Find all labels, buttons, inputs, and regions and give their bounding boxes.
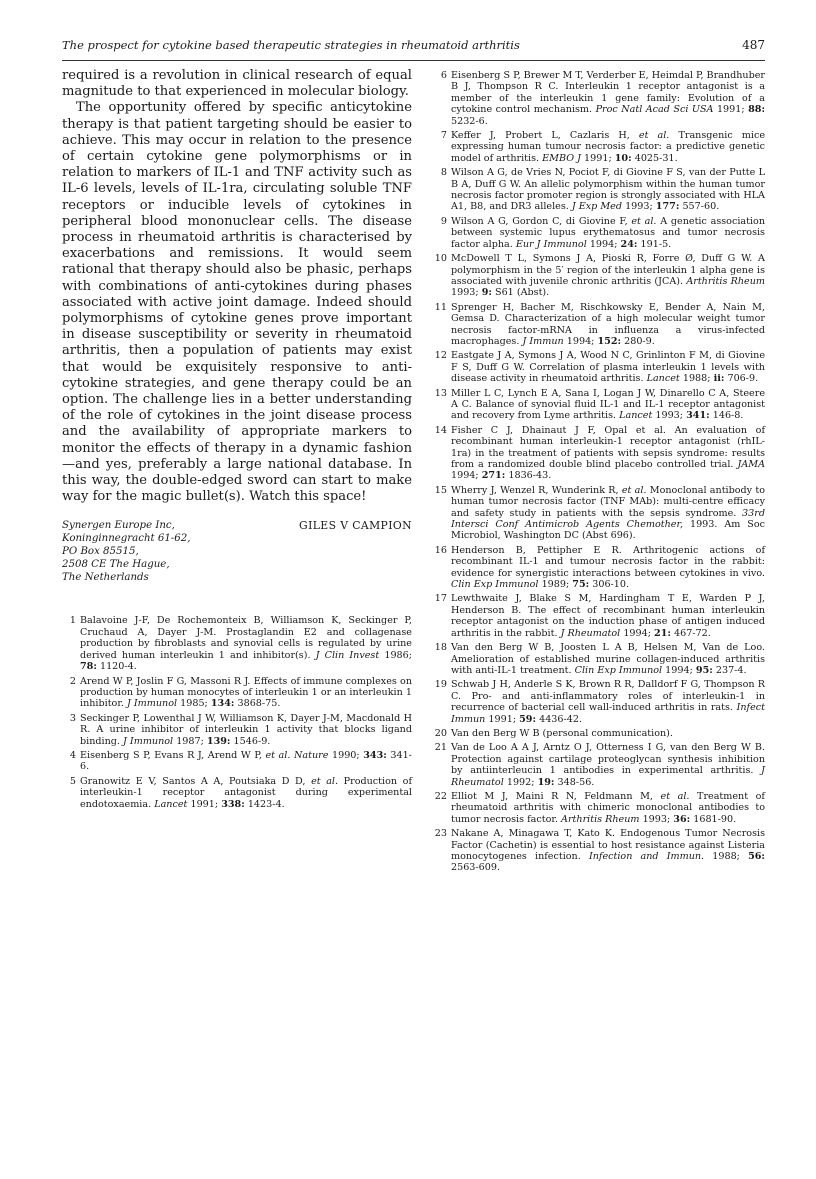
reference-pages: Am Soc Microbiol, Washington DC (Abst 696). (451, 519, 765, 542)
reference-journal: Eur J Immunol (515, 238, 587, 250)
reference-year: 1992; (506, 776, 535, 788)
reference-item (62, 713, 412, 747)
reference-et-al: et al. (660, 790, 690, 802)
reference-text: Eisenberg S P, Brewer M T, Verderber E, Heimdal P, Brandhuber B J, Thompson R C. Interleukin 1 receptor antagonist is a member of the interleukin 1 gene family: Evolution of a cytokine control mechanism. (451, 70, 765, 116)
reference-year: 1991; (488, 713, 517, 725)
reference-year: 1991; (190, 798, 219, 810)
reference-journal: J Rheumatol (560, 627, 621, 639)
page-number: 487 (742, 38, 765, 52)
reference-item (433, 167, 765, 213)
reference-et-al: et al. (631, 215, 657, 227)
reference-pages: 467-72. (674, 627, 711, 639)
reference-number: 16 (434, 544, 447, 556)
reference-volume: 152: (597, 335, 622, 347)
reference-number: 12 (434, 350, 447, 362)
reference-text: Treatment of rheumatoid arthritis with chimeric monoclonal antibodies to tumor necrosis factor. (451, 790, 765, 825)
reference-number: 22 (434, 790, 447, 802)
reference-number: 19 (434, 679, 447, 691)
reference-item (433, 791, 765, 825)
reference-volume: 134: (210, 698, 235, 710)
reference-number: 14 (434, 424, 447, 436)
left-column (62, 68, 412, 813)
reference-text: Nakane A, Minagawa T, Kato K. Endogenous Tumor Necrosis Factor (Cachetin) is essential to host resistance against Listeria monocytogenes infection. (451, 828, 765, 862)
reference-text: Eisenberg S P, Evans R J, Arend W P, (80, 749, 262, 761)
reference-item (433, 593, 765, 639)
reference-journal: Lancet (619, 410, 653, 422)
reference-year: 1988; (712, 851, 740, 862)
reference-journal: Infect Immun (451, 702, 765, 725)
reference-item (62, 615, 412, 672)
reference-item (433, 70, 765, 127)
reference-volume: 338: (221, 798, 245, 810)
reference-year: 1993; (642, 813, 671, 825)
reference-text: Lewthwaite J, Blake S M, Hardingham T E, Warden P J, Henderson B. The effect of recombinant human interleukin receptor antagonist on the induction phase of antigen induced arthritis in the rabbit. (451, 593, 765, 639)
reference-year: 1991; (716, 104, 745, 116)
reference-item (433, 545, 765, 591)
reference-text: Van den Berg W B, Joosten L A B, Helsen M, Van de Loo. Amelioration of established murine collagen-induced arthritis with anti-IL-1 treatment. (451, 642, 765, 676)
reference-text: Schwab J H, Anderle S K, Brown R R, Dalldorf F G, Thompson R C. Pro- and anti-inflammatory roles of interleukin-1 in recurrence of bacterial cell wall-induced arthritis in rats. (451, 679, 765, 714)
reference-journal: 33rd Intersci Conf Antimicrob Agents Chemother, (451, 507, 765, 531)
reference-number: 4 (69, 749, 76, 761)
reference-journal: J Immunol (126, 698, 178, 710)
reference-pages: 1423-4. (247, 798, 285, 810)
reference-pages: 191-5. (640, 238, 672, 250)
author-name: GILES V CAMPION (299, 519, 412, 533)
reference-volume: 10: (614, 152, 632, 164)
reference-number: 8 (440, 167, 447, 179)
reference-pages: 1546-9. (233, 735, 271, 747)
reference-volume: 341: (686, 410, 710, 422)
reference-text: Van den Berg W B (personal communication). (451, 727, 673, 739)
reference-list (62, 615, 412, 810)
running-title: The prospect for cytokine based therapeutic strategies in rheumatoid arthritis (62, 38, 520, 52)
affiliation-line: 2508 CE The Hague, (62, 559, 170, 571)
reference-volume: 9: (481, 287, 492, 299)
reference-text: Keffer J, Probert L, Cazlaris H, (451, 130, 630, 142)
reference-item (433, 828, 765, 874)
reference-year: 1985; (180, 698, 208, 710)
reference-year: 1994; (589, 238, 618, 250)
reference-et-al: et al. (638, 130, 670, 142)
header-rule (62, 60, 765, 61)
reference-journal: EMBO J (542, 152, 581, 164)
reference-text: Transgenic mice expressing human tumour necrosis factor: a predictive genetic model of arthritis. (451, 130, 765, 164)
body-paragraph: required is a revolution in clinical research of equal magnitude to that experienced in molecular biology. (62, 68, 412, 100)
reference-text: McDowell T L, Symons J A, Pioski R, Forre Ø, Duff G W. A polymorphism in the 5′ region of the interleukin 1 alpha gene is associated with juvenile chronic arthritis (JCA). (451, 253, 765, 287)
reference-year: 1990; (331, 749, 360, 761)
reference-pages: 348-56. (557, 776, 595, 788)
reference-year: 1993; (625, 201, 653, 213)
right-column (433, 70, 765, 877)
reference-journal: Clin Exp Immunol (574, 664, 663, 676)
reference-volume: ii: (713, 373, 725, 385)
reference-text: Eastgate J A, Symons J A, Wood N C, Grinlinton F M, di Giovine F S, Duff G W. Correlation of plasma interleukin 1 levels with disease activity in rheumatoid arthritis. (451, 350, 765, 385)
reference-volume: 177: (655, 201, 680, 213)
reference-item (433, 388, 765, 422)
reference-journal: Lancet (154, 798, 188, 810)
reference-et-al: et al. (621, 484, 647, 496)
reference-pages: 4025-31. (634, 152, 678, 164)
reference-et-al: et al. (311, 775, 339, 787)
reference-pages: 706-9. (727, 373, 759, 385)
reference-text: Wilson A G, Gordon C, di Giovine F, (451, 215, 628, 227)
reference-pages: 146-8. (712, 410, 744, 422)
reference-journal: J Clin Invest (315, 649, 380, 661)
reference-item (62, 776, 412, 810)
reference-volume: 24: (620, 238, 638, 250)
reference-pages: 557-60. (682, 201, 720, 213)
reference-text: Production of interleukin-1 receptor antagonist during experimental endotoxaemia. (80, 775, 412, 810)
reference-number: 7 (440, 130, 447, 142)
reference-journal: Nature (293, 749, 329, 761)
reference-journal: J Rheumatol (451, 765, 765, 788)
reference-text: Fisher C J, Dhainaut J F, Opal et al. An evaluation of recombinant human interleukin-1 receptor antagonist (rhIL-1ra) in the treatment of patients with sepsis syndrome: results from a randomized double blind placebo controlled trial. (451, 424, 765, 470)
reference-number: 1 (69, 615, 76, 627)
reference-list (433, 70, 765, 874)
reference-number: 18 (434, 642, 447, 654)
reference-volume: 19: (537, 776, 555, 788)
reference-year: 1993. (689, 519, 718, 531)
reference-item (433, 253, 765, 299)
reference-pages: 280-9. (624, 335, 655, 347)
reference-year: 1993; (451, 287, 479, 299)
reference-item (433, 425, 765, 482)
reference-year: 1994; (665, 664, 693, 676)
reference-year: 1994; (566, 335, 595, 347)
reference-volume: 59: (519, 713, 537, 725)
reference-number: 6 (440, 70, 447, 81)
reference-item (433, 302, 765, 348)
article-body (62, 68, 412, 505)
reference-item (433, 216, 765, 250)
reference-item (433, 485, 765, 542)
reference-item (433, 728, 765, 739)
reference-volume: 139: (206, 735, 231, 747)
reference-journal: Lancet (646, 373, 680, 385)
reference-year: 1986; (384, 649, 412, 661)
reference-pages: 1120-4. (99, 661, 137, 673)
reference-pages: 3868-75. (237, 698, 281, 710)
reference-year: 1994; (451, 470, 479, 482)
reference-item (433, 130, 765, 164)
reference-number: 13 (434, 387, 447, 399)
reference-year: 1987; (176, 735, 204, 747)
reference-journal: J Immun (522, 335, 564, 347)
reference-number: 5 (69, 775, 76, 787)
reference-journal: J Exp Med (571, 201, 623, 213)
reference-text: Monoclonal antibody to human tumor necrosis factor (TNF MAb): multi-centre efficacy and safety study in patients with the sepsis syndrome. (451, 484, 765, 519)
reference-number: 15 (434, 484, 447, 496)
reference-journal: Infection and Immun. (588, 851, 705, 862)
reference-volume: 75: (572, 579, 590, 591)
reference-item (433, 742, 765, 788)
reference-et-al: et al. (265, 749, 291, 761)
reference-volume: 88: (748, 104, 765, 116)
reference-item (433, 350, 765, 384)
reference-journal: J Immunol (123, 735, 174, 747)
reference-item (433, 642, 765, 676)
signoff (62, 519, 412, 603)
affiliation-line: Koninginnegracht 61-62, (62, 533, 191, 545)
reference-text: Arend W P, Joslin F G, Massoni R J. Effects of immune complexes on production by human monocytes of interleukin 1 or an interleukin 1 inhibitor. (80, 675, 412, 710)
reference-volume: 36: (673, 813, 691, 825)
reference-pages: 306-10. (592, 579, 630, 591)
affiliation-line: The Netherlands (62, 572, 149, 584)
reference-text: Miller L C, Lynch E A, Sana I, Logan J W, Dinarello C A, Steere A C. Balance of synovial fluid IL-1 and IL-1 receptor antagonist and recovery from Lyme arthritis. (451, 387, 765, 422)
reference-text: A genetic association between systemic lupus erythematosus and tumor necrosis factor alpha. (451, 215, 765, 250)
reference-text: Seckinger P, Lowenthal J W, Williamson K, Dayer J-M, Macdonald H R. A urine inhibitor of interleukin 1 activity that blocks ligand binding. (80, 712, 412, 747)
body-paragraph: The opportunity offered by specific anticytokine therapy is that patient targeting should be easier to achieve. This may occur in relation to the presence of certain cytokine gene polymorphisms or in relation to markers of IL-1 and TNF activity such as IL-6 levels, levels of IL-1ra, circulating soluble TNF receptors or inducible levels of cytokines in peripheral blood mononuclear cells. The disease process in rheumatoid arthritis is characterised by exacerbations and remissions. It would seem rational that therapy should also be phasic, perhaps with combinations of anti-cytokines during phases associated with active joint damage. Indeed should polymorphisms of cytokine genes prove important in disease susceptibility or severity in rheumatoid arthritis, then a population of patients may exist that would be exquisitely responsive to anti-cytokine strategies, and gene therapy could be an option. The challenge lies in a better understanding of the role of cytokines in the joint disease process and the availability of appropriate markers to monitor the effects of therapy in a dynamic fashion—and yes, preferably a large national database. In this way, the double-edged sword can start to make way for the magic bullet(s). Watch this space! (62, 100, 412, 505)
reference-volume: 343: (363, 749, 387, 761)
reference-item (433, 679, 765, 725)
reference-item (62, 750, 412, 773)
reference-number: 9 (440, 215, 447, 227)
reference-text: Wilson A G, de Vries N, Pociot F, di Giovine F S, van der Putte L B A, Duff G W. An allelic polymorphism within the human tumor necrosis factor promoter region is strongly associated with HLA A1, B8, and DR3 alleles. (451, 167, 765, 213)
reference-volume: 21: (654, 627, 671, 639)
reference-year: 1988; (682, 373, 711, 385)
reference-number: 21 (434, 742, 447, 754)
reference-journal: Proc Natl Acad Sci USA (595, 104, 714, 116)
reference-number: 23 (434, 828, 447, 840)
reference-number: 11 (434, 301, 447, 313)
reference-text: Henderson B, Pettipher E R. Arthritogenic actions of recombinant IL-1 and tumour necrosis factor in the rabbit: evidence for synergistic interactions between cytokines in vivo. (451, 544, 765, 579)
reference-pages: 2563-609. (451, 862, 501, 874)
reference-text: Balavoine J-F, De Rochemonteix B, Williamson K, Seckinger P, Cruchaud A, Dayer J-M. Prostaglandin E2 and collagenase production by fibroblasts and synovial cells is regulated by urine derived human interleukin 1 and inhibitor(s). (80, 615, 412, 661)
reference-pages: 5232-6. (451, 115, 488, 127)
reference-pages: 237-4. (715, 664, 747, 676)
affiliation-line: Synergen Europe Inc, (62, 520, 175, 532)
reference-journal: Arthritis Rheum (686, 275, 765, 287)
reference-text: Elliot M J, Maini R N, Feldmann M, (451, 790, 653, 802)
reference-text: Van de Loo A A J, Arntz O J, Otterness I G, van den Berg W B. Protection against cartilage proteoglycan synthesis inhibition by antiinterleucin 1 antibodies in experimental arthritis. (451, 742, 765, 777)
reference-pages: 341-6. (80, 749, 412, 773)
reference-number: 17 (434, 593, 447, 605)
reference-volume: 271: (481, 470, 506, 482)
reference-pages: 1836-43. (508, 470, 552, 482)
reference-pages: S61 (Abst). (495, 287, 550, 299)
reference-year: 1994; (623, 627, 651, 639)
reference-text: Sprenger H, Bacher M, Rischkowsky E, Bender A, Nain M, Gemsa D. Characterization of a high molecular weight tumor necrosis factor-mRNA in influenza a virus-infected macrophages. (451, 301, 765, 347)
reference-item (62, 676, 412, 710)
affiliation-line: PO Box 85515, (62, 546, 139, 558)
reference-year: 1989; (541, 579, 570, 591)
reference-journal: Clin Exp Immunol (451, 579, 539, 591)
reference-year: 1993; (655, 410, 684, 422)
reference-volume: 56: (748, 851, 765, 862)
reference-text: Wherry J, Wenzel R, Wunderink R, (451, 484, 619, 496)
reference-pages: 4436-42. (539, 713, 583, 725)
reference-number: 2 (69, 675, 76, 687)
reference-pages: 1681-90. (693, 813, 737, 825)
reference-journal: JAMA (737, 459, 765, 470)
reference-text: Granowitz E V, Santos A A, Poutsiaka D D, (80, 775, 306, 787)
reference-volume: 95: (695, 664, 713, 676)
reference-year: 1991; (584, 152, 612, 164)
author-affiliation (62, 519, 190, 584)
reference-volume: 78: (80, 661, 97, 673)
reference-journal: Arthritis Rheum (561, 813, 640, 825)
reference-number: 20 (434, 727, 447, 739)
reference-number: 10 (434, 253, 447, 265)
reference-number: 3 (69, 712, 76, 724)
